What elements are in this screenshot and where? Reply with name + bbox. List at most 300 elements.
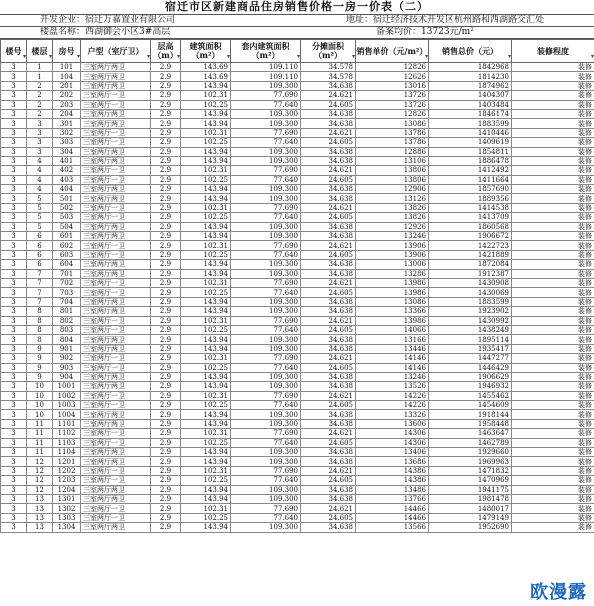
cell-layout: 三室两厅一卫 bbox=[81, 203, 151, 212]
cell-height: 2.9 bbox=[151, 166, 181, 175]
cell-decoration: 装修 bbox=[512, 438, 594, 447]
cell-decoration: 装修 bbox=[512, 156, 594, 165]
cell-floor: 3 bbox=[27, 119, 53, 128]
cell-room: 404 bbox=[53, 185, 81, 194]
cell-floor: 10 bbox=[27, 382, 53, 391]
header-unit-price[interactable]: 销售单价（元/m²） ▾ bbox=[356, 40, 429, 63]
cell-area: 143.69 bbox=[181, 63, 231, 72]
cell-area: 143.94 bbox=[181, 260, 231, 269]
cell-shared-area: 34.638 bbox=[301, 494, 356, 503]
cell-floor: 11 bbox=[27, 448, 53, 457]
cell-height: 2.9 bbox=[151, 494, 181, 503]
cell-inner-area: 109.300 bbox=[231, 485, 301, 494]
cell-decoration: 装修 bbox=[512, 297, 594, 306]
cell-shared-area: 34.638 bbox=[301, 222, 356, 231]
cell-unit-price: 13016 bbox=[356, 81, 429, 90]
cell-building: 3 bbox=[1, 63, 27, 72]
cell-layout: 三室两厅一卫 bbox=[81, 213, 151, 222]
table-row bbox=[1, 410, 594, 419]
cell-room: 402 bbox=[53, 166, 81, 175]
table-row bbox=[1, 382, 594, 391]
cell-shared-area: 24.621 bbox=[301, 166, 356, 175]
cell-area: 143.94 bbox=[181, 194, 231, 203]
cell-unit-price: 12906 bbox=[356, 185, 429, 194]
cell-inner-area: 109.300 bbox=[231, 410, 301, 419]
cell-shared-area: 34.638 bbox=[301, 194, 356, 203]
table-row bbox=[1, 100, 594, 109]
cell-floor: 2 bbox=[27, 100, 53, 109]
table-row bbox=[1, 63, 594, 72]
cell-floor: 11 bbox=[27, 429, 53, 438]
cell-height: 2.9 bbox=[151, 419, 181, 428]
cell-shared-area: 24.621 bbox=[301, 241, 356, 250]
table-row bbox=[1, 138, 594, 147]
cell-total-price: 1470969 bbox=[429, 476, 512, 485]
cell-area: 143.69 bbox=[181, 72, 231, 81]
cell-unit-price: 13246 bbox=[356, 232, 429, 241]
cell-shared-area: 34.638 bbox=[301, 485, 356, 494]
table-row bbox=[1, 222, 594, 231]
cell-decoration: 装修 bbox=[512, 166, 594, 175]
cell-layout: 三室两厅两卫 bbox=[81, 523, 151, 532]
cell-shared-area: 24.621 bbox=[301, 316, 356, 325]
cell-shared-area: 34.638 bbox=[301, 109, 356, 118]
cell-building: 3 bbox=[1, 109, 27, 118]
cell-total-price: 1941175 bbox=[429, 485, 512, 494]
table-row bbox=[1, 307, 594, 316]
cell-area: 143.94 bbox=[181, 457, 231, 466]
cell-floor: 9 bbox=[27, 354, 53, 363]
cell-building: 3 bbox=[1, 504, 27, 513]
table-row bbox=[1, 260, 594, 269]
cell-layout: 三室两厅一卫 bbox=[81, 288, 151, 297]
cell-height: 2.9 bbox=[151, 241, 181, 250]
cell-inner-area: 77.690 bbox=[231, 203, 301, 212]
table-row bbox=[1, 363, 594, 372]
cell-building: 3 bbox=[1, 382, 27, 391]
cell-layout: 三室两厅两卫 bbox=[81, 72, 151, 81]
cell-building: 3 bbox=[1, 81, 27, 90]
cell-decoration: 装修 bbox=[512, 307, 594, 316]
cell-total-price: 1411664 bbox=[429, 175, 512, 184]
cell-layout: 三室两厅一卫 bbox=[81, 175, 151, 184]
cell-room: 304 bbox=[53, 147, 81, 156]
table-row bbox=[1, 166, 594, 175]
cell-height: 2.9 bbox=[151, 429, 181, 438]
cell-room: 903 bbox=[53, 363, 81, 372]
table-row bbox=[1, 448, 594, 457]
cell-shared-area: 24.621 bbox=[301, 278, 356, 287]
table-row bbox=[1, 485, 594, 494]
cell-shared-area: 34.638 bbox=[301, 307, 356, 316]
cell-shared-area: 34.638 bbox=[301, 269, 356, 278]
cell-unit-price: 14066 bbox=[356, 325, 429, 334]
cell-inner-area: 109.300 bbox=[231, 457, 301, 466]
cell-height: 2.9 bbox=[151, 278, 181, 287]
cell-layout: 三室两厅一卫 bbox=[81, 100, 151, 109]
cell-building: 3 bbox=[1, 307, 27, 316]
cell-decoration: 装修 bbox=[512, 288, 594, 297]
cell-area: 143.94 bbox=[181, 147, 231, 156]
cell-height: 2.9 bbox=[151, 213, 181, 222]
cell-inner-area: 77.640 bbox=[231, 438, 301, 447]
cell-height: 2.9 bbox=[151, 269, 181, 278]
cell-area: 102.25 bbox=[181, 100, 231, 109]
cell-area: 143.94 bbox=[181, 307, 231, 316]
cell-unit-price: 13166 bbox=[356, 335, 429, 344]
cell-floor: 8 bbox=[27, 316, 53, 325]
cell-room: 702 bbox=[53, 278, 81, 287]
developer-label: 开发企业：宿迁万嘉置业有限公司 bbox=[40, 15, 176, 25]
cell-building: 3 bbox=[1, 250, 27, 259]
cell-building: 3 bbox=[1, 372, 27, 381]
cell-height: 2.9 bbox=[151, 485, 181, 494]
cell-inner-area: 77.640 bbox=[231, 401, 301, 410]
cell-unit-price: 13406 bbox=[356, 448, 429, 457]
cell-shared-area: 34.638 bbox=[301, 448, 356, 457]
cell-building: 3 bbox=[1, 213, 27, 222]
table-row bbox=[1, 241, 594, 250]
cell-inner-area: 109.300 bbox=[231, 307, 301, 316]
cell-building: 3 bbox=[1, 175, 27, 184]
cell-area: 102.25 bbox=[181, 438, 231, 447]
cell-floor: 3 bbox=[27, 138, 53, 147]
cell-total-price: 1846174 bbox=[429, 109, 512, 118]
cell-room: 1103 bbox=[53, 438, 81, 447]
cell-layout: 三室两厅两卫 bbox=[81, 269, 151, 278]
cell-total-price: 1479149 bbox=[429, 513, 512, 522]
cell-height: 2.9 bbox=[151, 363, 181, 372]
cell-floor: 8 bbox=[27, 335, 53, 344]
cell-total-price: 1404307 bbox=[429, 91, 512, 100]
cell-decoration: 装修 bbox=[512, 485, 594, 494]
cell-room: 804 bbox=[53, 335, 81, 344]
cell-building: 3 bbox=[1, 316, 27, 325]
cell-total-price: 1430069 bbox=[429, 288, 512, 297]
cell-shared-area: 34.638 bbox=[301, 344, 356, 353]
cell-shared-area: 34.638 bbox=[301, 410, 356, 419]
cell-area: 143.94 bbox=[181, 372, 231, 381]
cell-building: 3 bbox=[1, 138, 27, 147]
cell-shared-area: 34.638 bbox=[301, 372, 356, 381]
cell-room: 1003 bbox=[53, 401, 81, 410]
cell-room: 1004 bbox=[53, 410, 81, 419]
cell-room: 401 bbox=[53, 156, 81, 165]
cell-height: 2.9 bbox=[151, 372, 181, 381]
cell-shared-area: 34.638 bbox=[301, 457, 356, 466]
cell-building: 3 bbox=[1, 269, 27, 278]
cell-floor: 7 bbox=[27, 297, 53, 306]
cell-layout: 三室两厅一卫 bbox=[81, 241, 151, 250]
cell-inner-area: 77.640 bbox=[231, 363, 301, 372]
cell-building: 3 bbox=[1, 203, 27, 212]
cell-area: 143.94 bbox=[181, 232, 231, 241]
cell-area: 102.31 bbox=[181, 128, 231, 137]
table-row bbox=[1, 250, 594, 259]
cell-height: 2.9 bbox=[151, 81, 181, 90]
cell-shared-area: 34.638 bbox=[301, 297, 356, 306]
table-row bbox=[1, 147, 594, 156]
cell-total-price: 1430908 bbox=[429, 278, 512, 287]
header-height[interactable]: 层高（m） ▾ bbox=[151, 40, 181, 63]
cell-decoration: 装修 bbox=[512, 128, 594, 137]
cell-inner-area: 77.690 bbox=[231, 504, 301, 513]
cell-height: 2.9 bbox=[151, 109, 181, 118]
cell-building: 3 bbox=[1, 185, 27, 194]
cell-floor: 9 bbox=[27, 372, 53, 381]
cell-unit-price: 13566 bbox=[356, 523, 429, 532]
cell-shared-area: 34.638 bbox=[301, 382, 356, 391]
cell-layout: 三室两厅两卫 bbox=[81, 410, 151, 419]
cell-decoration: 装修 bbox=[512, 457, 594, 466]
cell-floor: 11 bbox=[27, 419, 53, 428]
cell-building: 3 bbox=[1, 222, 27, 231]
cell-shared-area: 34.638 bbox=[301, 147, 356, 156]
cell-inner-area: 109.300 bbox=[231, 119, 301, 128]
cell-layout: 三室两厅一卫 bbox=[81, 476, 151, 485]
cell-shared-area: 24.605 bbox=[301, 138, 356, 147]
cell-shared-area: 34.638 bbox=[301, 335, 356, 344]
header-decoration[interactable]: 装修程度 ▾ bbox=[512, 40, 594, 63]
cell-inner-area: 109.300 bbox=[231, 382, 301, 391]
cell-height: 2.9 bbox=[151, 410, 181, 419]
header-shared-area[interactable]: 分摊面积（m²） ▾ bbox=[301, 40, 356, 63]
cell-room: 403 bbox=[53, 175, 81, 184]
cell-layout: 三室两厅两卫 bbox=[81, 335, 151, 344]
cell-layout: 三室两厅两卫 bbox=[81, 494, 151, 503]
cell-building: 3 bbox=[1, 72, 27, 81]
cell-shared-area: 24.621 bbox=[301, 504, 356, 513]
cell-unit-price: 13366 bbox=[356, 307, 429, 316]
cell-area: 102.25 bbox=[181, 325, 231, 334]
cell-total-price: 1912387 bbox=[429, 269, 512, 278]
cell-decoration: 装修 bbox=[512, 494, 594, 503]
cell-total-price: 1946932 bbox=[429, 382, 512, 391]
cell-height: 2.9 bbox=[151, 232, 181, 241]
cell-height: 2.9 bbox=[151, 297, 181, 306]
header-area[interactable]: 建筑面积（m²） ▾ bbox=[181, 40, 231, 63]
cell-floor: 1 bbox=[27, 63, 53, 72]
cell-inner-area: 109.300 bbox=[231, 297, 301, 306]
cell-building: 3 bbox=[1, 438, 27, 447]
table-row bbox=[1, 269, 594, 278]
cell-area: 102.31 bbox=[181, 504, 231, 513]
cell-area: 143.94 bbox=[181, 382, 231, 391]
cell-total-price: 1842968 bbox=[429, 63, 512, 72]
cell-shared-area: 24.605 bbox=[301, 401, 356, 410]
cell-building: 3 bbox=[1, 241, 27, 250]
cell-inner-area: 77.640 bbox=[231, 476, 301, 485]
cell-area: 102.31 bbox=[181, 354, 231, 363]
table-row bbox=[1, 325, 594, 334]
cell-building: 3 bbox=[1, 354, 27, 363]
cell-building: 3 bbox=[1, 523, 27, 532]
header-layout[interactable]: 户型（室厅卫） ▾ bbox=[81, 40, 151, 63]
cell-layout: 三室两厅一卫 bbox=[81, 438, 151, 447]
cell-total-price: 1422723 bbox=[429, 241, 512, 250]
watermark-logo: 欧漫露 bbox=[527, 578, 590, 604]
cell-floor: 4 bbox=[27, 166, 53, 175]
cell-inner-area: 109.300 bbox=[231, 156, 301, 165]
cell-building: 3 bbox=[1, 448, 27, 457]
cell-shared-area: 24.621 bbox=[301, 391, 356, 400]
cell-unit-price: 13446 bbox=[356, 344, 429, 353]
cell-inner-area: 109.300 bbox=[231, 335, 301, 344]
sheet-title: 宿迁市区新建商品住房销售价格一房一价表（二） bbox=[0, 0, 594, 15]
cell-building: 3 bbox=[1, 100, 27, 109]
cell-total-price: 1447277 bbox=[429, 354, 512, 363]
cell-decoration: 装修 bbox=[512, 269, 594, 278]
cell-room: 603 bbox=[53, 250, 81, 259]
table-row bbox=[1, 109, 594, 118]
cell-room: 902 bbox=[53, 354, 81, 363]
table-row bbox=[1, 438, 594, 447]
cell-area: 102.25 bbox=[181, 401, 231, 410]
cell-total-price: 1454609 bbox=[429, 401, 512, 410]
cell-floor: 2 bbox=[27, 91, 53, 100]
header-inner-area[interactable]: 套内建筑面积（m²） ▾ bbox=[231, 40, 301, 63]
cell-floor: 4 bbox=[27, 175, 53, 184]
cell-shared-area: 24.621 bbox=[301, 91, 356, 100]
cell-shared-area: 34.638 bbox=[301, 185, 356, 194]
cell-total-price: 1480017 bbox=[429, 504, 512, 513]
cell-total-price: 1438249 bbox=[429, 325, 512, 334]
cell-height: 2.9 bbox=[151, 504, 181, 513]
cell-area: 143.94 bbox=[181, 485, 231, 494]
cell-floor: 7 bbox=[27, 278, 53, 287]
table-row bbox=[1, 128, 594, 137]
cell-shared-area: 24.605 bbox=[301, 250, 356, 259]
cell-floor: 8 bbox=[27, 325, 53, 334]
cell-area: 143.94 bbox=[181, 156, 231, 165]
cell-height: 2.9 bbox=[151, 466, 181, 475]
table-row bbox=[1, 429, 594, 438]
cell-decoration: 装修 bbox=[512, 222, 594, 231]
cell-unit-price: 14306 bbox=[356, 438, 429, 447]
cell-total-price: 1906672 bbox=[429, 232, 512, 241]
cell-shared-area: 24.605 bbox=[301, 438, 356, 447]
cell-inner-area: 109.300 bbox=[231, 344, 301, 353]
cell-shared-area: 24.605 bbox=[301, 100, 356, 109]
cell-height: 2.9 bbox=[151, 401, 181, 410]
header-total-price[interactable]: 销售总价（元） ▾ bbox=[429, 40, 512, 63]
cell-unit-price: 14386 bbox=[356, 476, 429, 485]
cell-inner-area: 109.300 bbox=[231, 523, 301, 532]
cell-inner-area: 109.300 bbox=[231, 185, 301, 194]
cell-layout: 三室两厅两卫 bbox=[81, 119, 151, 128]
cell-floor: 4 bbox=[27, 185, 53, 194]
cell-shared-area: 24.605 bbox=[301, 325, 356, 334]
cell-height: 2.9 bbox=[151, 194, 181, 203]
cell-total-price: 1883599 bbox=[429, 297, 512, 306]
cell-room: 503 bbox=[53, 213, 81, 222]
cell-decoration: 装修 bbox=[512, 504, 594, 513]
cell-area: 143.94 bbox=[181, 222, 231, 231]
cell-floor: 10 bbox=[27, 391, 53, 400]
cell-height: 2.9 bbox=[151, 156, 181, 165]
cell-unit-price: 13086 bbox=[356, 119, 429, 128]
cell-area: 102.31 bbox=[181, 391, 231, 400]
table-row bbox=[1, 457, 594, 466]
header-floor[interactable]: 楼层 ▾ bbox=[27, 40, 53, 63]
cell-decoration: 装修 bbox=[512, 260, 594, 269]
cell-layout: 三室两厅一卫 bbox=[81, 363, 151, 372]
cell-total-price: 1403484 bbox=[429, 100, 512, 109]
table-row bbox=[1, 523, 594, 532]
cell-room: 302 bbox=[53, 128, 81, 137]
header-building[interactable]: 楼号 ▾ bbox=[1, 40, 27, 63]
cell-height: 2.9 bbox=[151, 325, 181, 334]
cell-unit-price: 12826 bbox=[356, 63, 429, 72]
table-row bbox=[1, 372, 594, 381]
cell-inner-area: 77.690 bbox=[231, 466, 301, 475]
cell-floor: 12 bbox=[27, 476, 53, 485]
cell-layout: 三室两厅两卫 bbox=[81, 156, 151, 165]
cell-floor: 10 bbox=[27, 410, 53, 419]
cell-height: 2.9 bbox=[151, 250, 181, 259]
cell-height: 2.9 bbox=[151, 354, 181, 363]
cell-height: 2.9 bbox=[151, 91, 181, 100]
cell-decoration: 装修 bbox=[512, 382, 594, 391]
info-row-building bbox=[0, 27, 594, 39]
cell-total-price: 1471832 bbox=[429, 466, 512, 475]
cell-layout: 三室两厅两卫 bbox=[81, 222, 151, 231]
cell-inner-area: 109.300 bbox=[231, 194, 301, 203]
cell-room: 904 bbox=[53, 372, 81, 381]
cell-decoration: 装修 bbox=[512, 335, 594, 344]
cell-inner-area: 77.690 bbox=[231, 354, 301, 363]
cell-area: 143.94 bbox=[181, 410, 231, 419]
cell-building: 3 bbox=[1, 401, 27, 410]
cell-unit-price: 13806 bbox=[356, 175, 429, 184]
cell-shared-area: 34.638 bbox=[301, 119, 356, 128]
cell-total-price: 1455462 bbox=[429, 391, 512, 400]
cell-floor: 3 bbox=[27, 128, 53, 137]
cell-building: 3 bbox=[1, 344, 27, 353]
cell-decoration: 装修 bbox=[512, 119, 594, 128]
cell-shared-area: 34.638 bbox=[301, 81, 356, 90]
cell-unit-price: 14146 bbox=[356, 354, 429, 363]
cell-decoration: 装修 bbox=[512, 138, 594, 147]
cell-room: 1101 bbox=[53, 419, 81, 428]
cell-unit-price: 12626 bbox=[356, 72, 429, 81]
cell-total-price: 1414538 bbox=[429, 203, 512, 212]
cell-inner-area: 77.640 bbox=[231, 213, 301, 222]
cell-floor: 7 bbox=[27, 269, 53, 278]
cell-layout: 三室两厅两卫 bbox=[81, 344, 151, 353]
cell-shared-area: 24.621 bbox=[301, 429, 356, 438]
table-row bbox=[1, 185, 594, 194]
cell-unit-price: 13086 bbox=[356, 297, 429, 306]
header-room[interactable]: 房号 ▾ bbox=[53, 40, 81, 63]
table-header-row bbox=[1, 40, 594, 63]
cell-building: 3 bbox=[1, 429, 27, 438]
cell-room: 204 bbox=[53, 109, 81, 118]
cell-area: 143.94 bbox=[181, 523, 231, 532]
cell-layout: 三室两厅一卫 bbox=[81, 128, 151, 137]
cell-area: 143.94 bbox=[181, 297, 231, 306]
cell-room: 101 bbox=[53, 63, 81, 72]
cell-room: 803 bbox=[53, 325, 81, 334]
cell-shared-area: 24.621 bbox=[301, 203, 356, 212]
cell-area: 102.25 bbox=[181, 250, 231, 259]
cell-floor: 5 bbox=[27, 213, 53, 222]
cell-unit-price: 13766 bbox=[356, 494, 429, 503]
cell-height: 2.9 bbox=[151, 203, 181, 212]
cell-area: 143.94 bbox=[181, 81, 231, 90]
cell-unit-price: 13106 bbox=[356, 156, 429, 165]
table-row bbox=[1, 194, 594, 203]
